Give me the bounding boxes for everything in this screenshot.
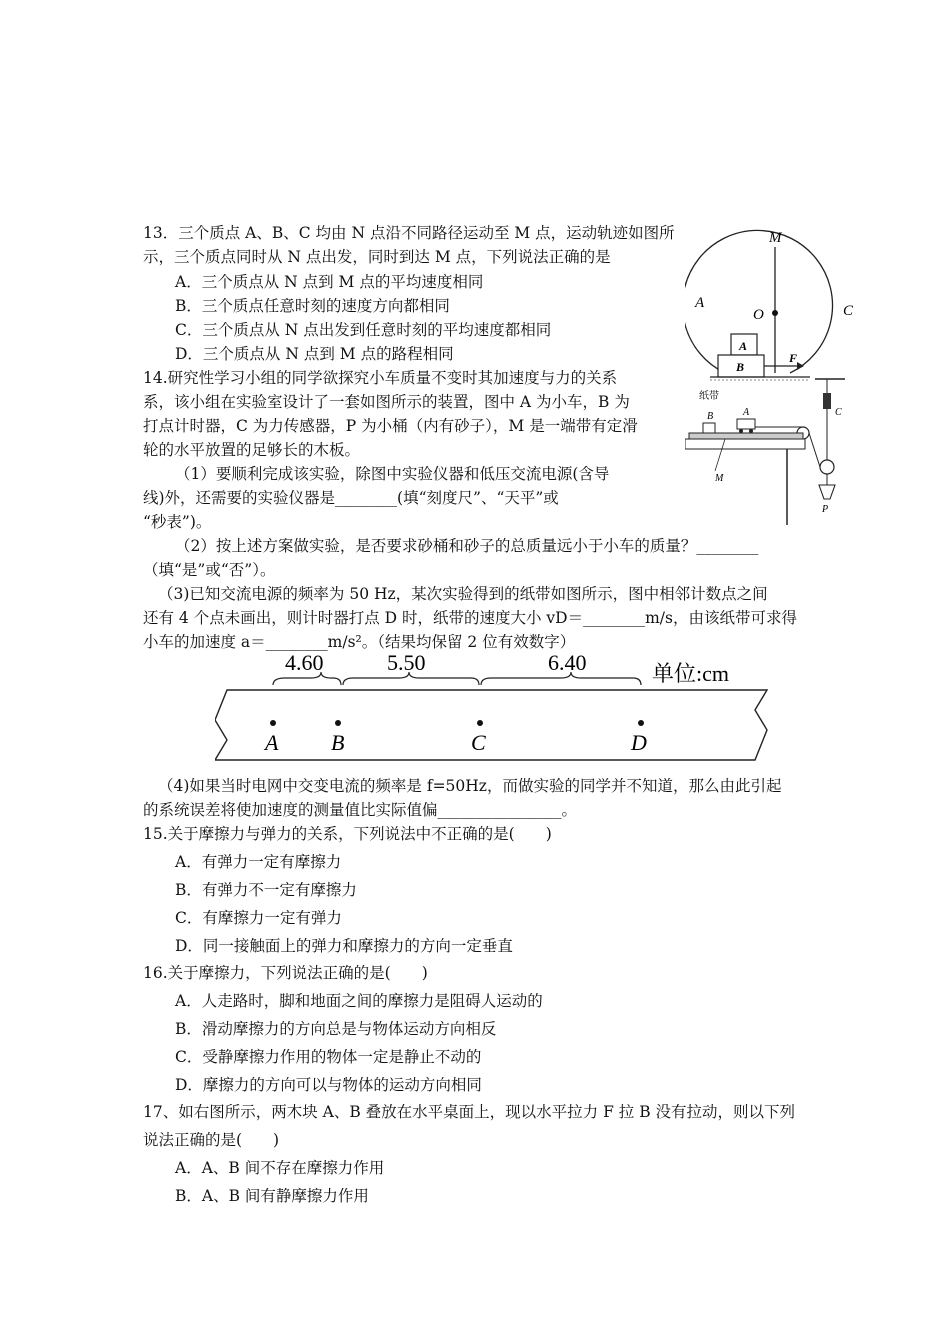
q14-part2-line1: （2）按上述方案做实验，是否要求砂桶和砂子的总质量远小于小车的质量？________ xyxy=(175,537,759,555)
q16-option-c: C．受静摩擦力作用的物体一定是静止不动的 xyxy=(175,1048,482,1066)
force-label: F xyxy=(789,351,798,365)
distance-ab: 4.60 xyxy=(285,650,324,675)
q14-part3-line1: （3)已知交流电源的频率为 50 Hz，某次实验得到的纸带如图所示，图中相邻计数点之间 xyxy=(158,585,768,603)
timer-label: B xyxy=(707,411,714,422)
q13-option-d: D．三个质点从 N 点到 M 点的路程相同 xyxy=(175,345,454,363)
tape-label-a: A xyxy=(265,730,279,755)
q13-stem-line2: 示，三个质点同时从 N 点出发，同时到达 M 点，下列说法正确的是 xyxy=(143,248,611,266)
q14-apparatus-figure xyxy=(685,375,855,527)
tape-label-d: D xyxy=(631,730,647,755)
cart-wheel-left xyxy=(739,429,743,433)
tape-label-c: C xyxy=(471,730,486,755)
force-sensor-c xyxy=(823,393,831,409)
sensor-label: C xyxy=(835,407,842,418)
q17-option-b: B．A、B 间有静摩擦力作用 xyxy=(175,1187,369,1205)
q15-option-d: D．同一接触面上的弹力和摩擦力的方向一定垂直 xyxy=(175,937,513,955)
q14-part2-line2: （填“是”或“否”）。 xyxy=(143,561,276,579)
tape-point-c xyxy=(477,720,483,726)
q16-stem: 16.关于摩擦力，下列说法正确的是( ) xyxy=(143,964,428,982)
q14-part4-line1: （4)如果当时电网中交变电流的频率是 f=50Hz，而做实验的同学并不知道，那么由此引起 xyxy=(158,777,782,795)
force-arrowhead xyxy=(797,362,804,370)
trajectory-arc xyxy=(685,230,833,373)
unit-label: 单位:cm xyxy=(652,661,729,686)
q17-stem-line1: 17、如右图所示，两木块 A、B 叠放在水平桌面上，现以水平拉力 F 拉 B 没有拉动，则以下列 xyxy=(143,1103,796,1121)
distance-cd: 6.40 xyxy=(548,650,587,675)
q14-stem-line3: 打点计时器，C 为力传感器，P 为小桶（内有砂子），M 是一端带有定滑 xyxy=(143,417,638,435)
q15-option-b: B．有弹力不一定有摩擦力 xyxy=(175,881,357,899)
block-b-label: B xyxy=(736,360,745,374)
cart-wheel-right xyxy=(749,429,753,433)
q16-option-a: A．人走路时，脚和地面之间的摩擦力是阻碍人运动的 xyxy=(175,992,543,1010)
q17-stem-line2: 说法正确的是( ) xyxy=(143,1131,280,1149)
label-m: M xyxy=(769,230,782,246)
center-point-o xyxy=(772,310,778,316)
q16-option-d: D．摩擦力的方向可以与物体的运动方向相同 xyxy=(175,1076,482,1094)
tape-point-b xyxy=(335,720,341,726)
tape-label: 纸带 xyxy=(699,391,719,402)
q14-stem-line2: 系，该小组在实验室设计了一套如图所示的装置，图中 A 为小车，B 为 xyxy=(143,393,630,411)
tape-label-b: B xyxy=(331,730,345,755)
q15-option-a: A．有弹力一定有摩擦力 xyxy=(175,853,342,871)
q14-part1-line2: 线)外，还需要的实验仪器是________(填“刻度尺”、“天平”或 xyxy=(143,489,559,507)
q15-stem: 15.关于摩擦力与弹力的关系，下列说法中不正确的是( ) xyxy=(143,825,552,843)
label-a: A xyxy=(695,295,705,311)
q14-part3-line3: 小车的加速度 a＝________m/s²。（结果均保留 2 位有效数字） xyxy=(143,633,576,651)
cart-a xyxy=(737,419,755,429)
q13-option-a: A．三个质点从 N 点到 M 点的平均速度相同 xyxy=(175,273,484,291)
q17-option-a: A．A、B 间不存在摩擦力作用 xyxy=(175,1159,385,1177)
label-c: C xyxy=(843,303,854,319)
tape-point-d xyxy=(638,720,644,726)
cart-label: A xyxy=(743,407,750,418)
q16-option-b: B．滑动摩擦力的方向总是与物体运动方向相反 xyxy=(175,1020,497,1038)
board-label: M xyxy=(715,473,724,484)
q14-part3-line2: 还有 4 个点未画出，则计时器打点 D 时，纸带的速度大小 vD＝________m/s，由该纸带可求得 xyxy=(143,609,797,627)
label-o: O xyxy=(753,307,764,323)
q13-option-c: C．三个质点从 N 点出发到任意时刻的平均速度都相同 xyxy=(175,321,552,339)
q14-stem-line1: 14.研究性学习小组的同学欲探究小车质量不变时其加速度与力的关系 xyxy=(143,369,618,387)
sand-bucket-p xyxy=(819,485,835,499)
pulley-string xyxy=(809,433,820,467)
q14-stem-line4: 轮的水平放置的足够长的木板。 xyxy=(143,441,361,459)
table-top xyxy=(685,439,805,449)
q13-trajectory-figure xyxy=(685,225,885,395)
q14-part1-line1: （1）要顺利完成该实验，除图中实验仪器和低压交流电源(含导 xyxy=(175,465,610,483)
board-m xyxy=(689,433,803,439)
timer-b xyxy=(703,423,715,433)
paper-tape-figure xyxy=(215,648,775,763)
q14-part1-line3: “秒表”)。 xyxy=(143,513,212,531)
movable-pulley xyxy=(820,460,834,474)
q14-part4-line2: 的系统误差将使加速度的测量值比实际值偏________________。 xyxy=(143,801,578,819)
q13-stem-line1: 13．三个质点 A、B、C 均由 N 点沿不同路径运动至 M 点，运动轨迹如图所 xyxy=(143,224,675,242)
q13-option-b: B．三个质点任意时刻的速度方向都相同 xyxy=(175,297,450,315)
tape-point-a xyxy=(270,720,276,726)
q15-option-c: C．有摩擦力一定有弹力 xyxy=(175,909,342,927)
paper-tape xyxy=(215,690,767,760)
distance-bc: 5.50 xyxy=(387,650,426,675)
block-a-label: A xyxy=(739,339,748,353)
bucket-label: P xyxy=(822,504,829,515)
